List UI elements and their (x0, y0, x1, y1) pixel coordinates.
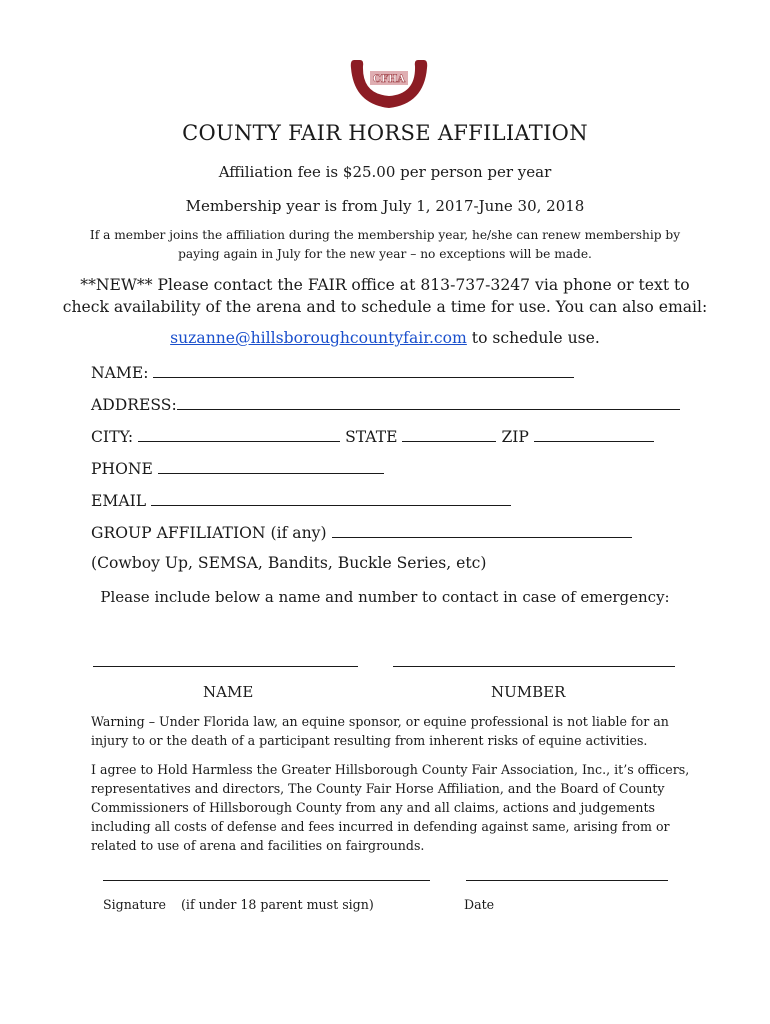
name-label: NAME: (91, 364, 149, 382)
city-input-line[interactable] (138, 426, 340, 442)
signature-line[interactable] (103, 880, 430, 881)
emergency-name-label: NAME (203, 683, 254, 701)
email-link[interactable]: suzanne@hillsboroughcountyfair.com (170, 329, 467, 347)
renewal-note-line2: paying again in July for the new year – no exceptions will be made. (178, 247, 592, 261)
city-label: CITY: (91, 428, 134, 446)
agreement-paragraph (91, 760, 691, 855)
page-title: COUNTY FAIR HORSE AFFILIATION (182, 121, 588, 145)
parent-note: (if under 18 parent must sign) (181, 897, 374, 912)
renewal-note-line1: If a member joins the affiliation during the membership year, he/she can renew membership by (89, 228, 681, 242)
zip-label: ZIP (501, 428, 529, 446)
horseshoe-logo (348, 56, 430, 112)
logo-text: CFHA (372, 74, 406, 85)
warning-line2: injury to or the death of a participant resulting from inherent risks of equine activities. (91, 733, 648, 748)
group-examples: (Cowboy Up, SEMSA, Bandits, Buckle Series, etc) (91, 554, 487, 572)
group-label: GROUP AFFILIATION (if any) (91, 524, 327, 542)
emergency-instruction: Please include below a name and number to contact in case of emergency: (100, 588, 670, 606)
date-label: Date (464, 897, 495, 912)
city-state-zip-row (91, 426, 654, 446)
phone-input-line[interactable] (158, 458, 384, 474)
address-input-line[interactable] (177, 394, 680, 410)
fee-text: Affiliation fee is $25.00 per person per year (218, 163, 552, 181)
state-input-line[interactable] (402, 426, 496, 442)
agreement-line2: representatives and directors, The County Fair Horse Affiliation, and the Board of County (91, 781, 665, 796)
name-field-row (91, 362, 574, 382)
group-field-row (91, 522, 632, 542)
zip-input-line[interactable] (534, 426, 654, 442)
agreement-line5: related to use of arena and facilities on fairgrounds. (91, 838, 425, 853)
email-input-line[interactable] (151, 490, 511, 506)
phone-label: PHONE (91, 460, 153, 478)
date-line[interactable] (466, 880, 668, 881)
address-label: ADDRESS: (91, 396, 177, 414)
phone-field-row (91, 458, 384, 478)
state-label: STATE (345, 428, 398, 446)
notice-line1: **NEW** Please contact the FAIR office at 813-737-3247 via phone or text to (80, 276, 690, 294)
address-field-row (91, 394, 680, 414)
warning-line1: Warning – Under Florida law, an equine sponsor, or equine professional is not liable for an (91, 714, 669, 729)
agreement-line3: Commissioners of Hillsborough County from any and all claims, actions and judgements (91, 800, 655, 815)
name-input-line[interactable] (153, 362, 574, 378)
email-field-row (91, 490, 511, 510)
notice-line2: check availability of the arena and to schedule a time for use. You can also email: (62, 298, 708, 316)
signature-label: Signature (103, 897, 166, 912)
group-input-line[interactable] (332, 522, 632, 538)
agreement-line1: I agree to Hold Harmless the Greater Hillsborough County Fair Association, Inc., it’s officers, (91, 762, 690, 777)
emergency-name-line[interactable] (93, 666, 358, 667)
agreement-line4: including all costs of defense and fees incurred in defending against same, arising from or (91, 819, 670, 834)
emergency-number-label: NUMBER (491, 683, 566, 701)
email-label: EMAIL (91, 492, 147, 510)
warning-paragraph (91, 712, 691, 750)
notice-email-line (0, 329, 770, 347)
emergency-number-line[interactable] (393, 666, 675, 667)
membership-year-text: Membership year is from July 1, 2017-June 30, 2018 (185, 197, 585, 215)
email-suffix: to schedule use. (466, 329, 600, 347)
